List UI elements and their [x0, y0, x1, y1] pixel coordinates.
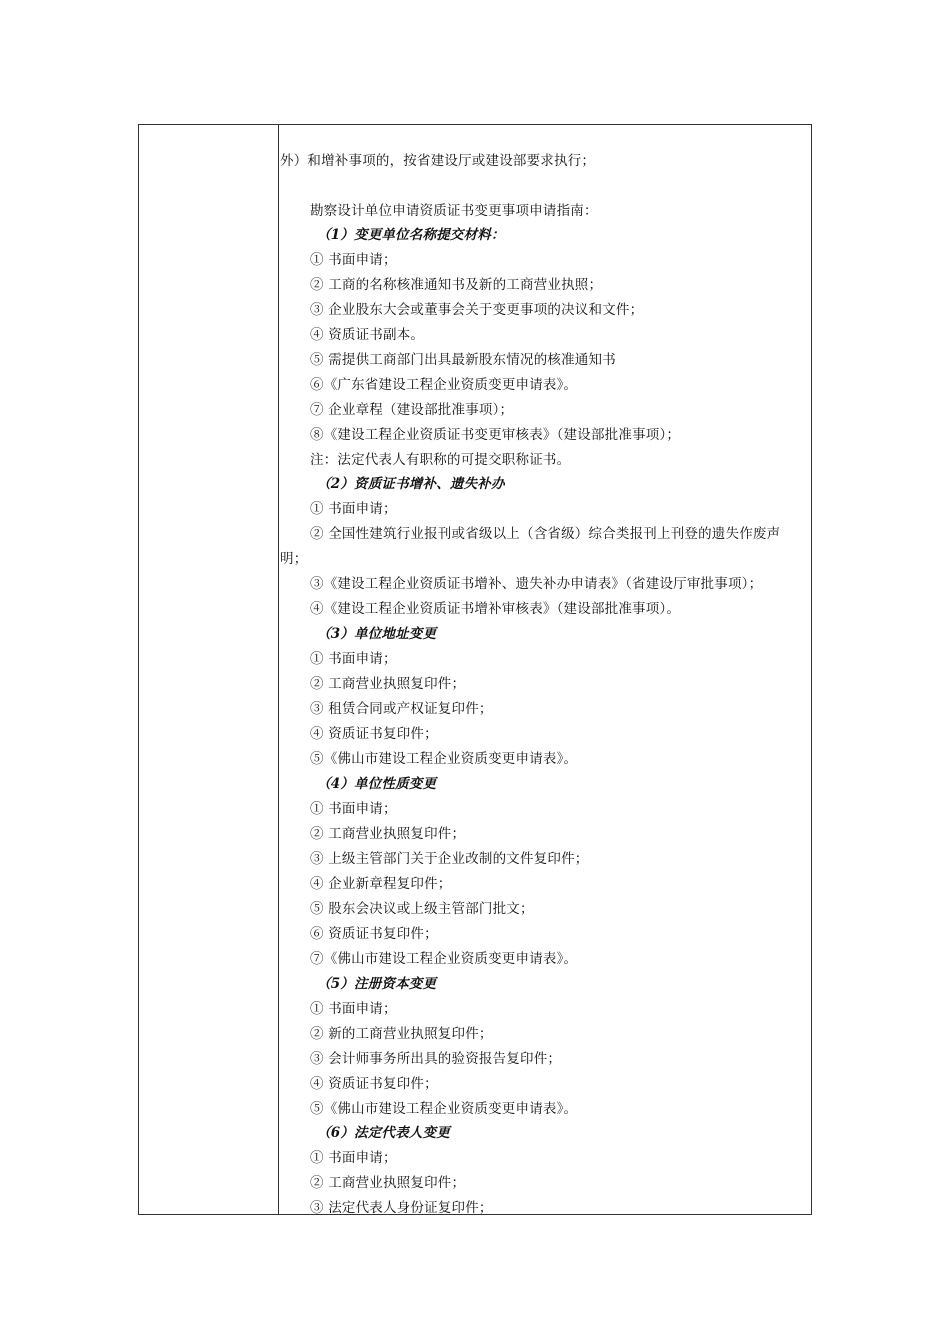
- section-heading: （6）法定代表人变更: [317, 1125, 450, 1141]
- section-heading: （3）单位地址变更: [317, 626, 437, 642]
- list-item: ③ 法定代表人身份证复印件；: [310, 1200, 493, 1216]
- list-item: ② 工商营业执照复印件；: [310, 1175, 466, 1191]
- list-item: ⑤《佛山市建设工程企业资质变更申请表》。: [310, 751, 578, 767]
- note-text: 注：法定代表人有职称的可提交职称证书。: [310, 452, 571, 468]
- list-item: ④ 资质证书复印件；: [310, 1076, 438, 1092]
- section-heading: （2）资质证书增补、遗失补办: [317, 476, 505, 492]
- list-item: ⑦ 企业章程（建设部批准事项）；: [310, 402, 514, 418]
- list-item: ① 书面申请；: [310, 252, 397, 268]
- section-heading: （4）单位性质变更: [317, 776, 437, 792]
- list-item: ⑤ 股东会决议或上级主管部门批文；: [310, 901, 534, 917]
- list-item: ⑥ 资质证书复印件；: [310, 926, 438, 942]
- list-item: ② 工商的名称核准通知书及新的工商营业执照；: [310, 277, 603, 293]
- list-item: ② 工商营业执照复印件；: [310, 676, 466, 692]
- section-heading: （1）变更单位名称提交材料：: [317, 227, 505, 243]
- list-item: ④ 资质证书复印件；: [310, 726, 438, 742]
- list-item: ③ 上级主管部门关于企业改制的文件复印件；: [310, 851, 589, 867]
- list-item: ⑦《佛山市建设工程企业资质变更申请表》。: [310, 951, 578, 967]
- list-item: ③ 会计师事务所出具的验资报告复印件；: [310, 1051, 562, 1067]
- list-item: ③ 企业股东大会或董事会关于变更事项的决议和文件；: [310, 302, 644, 318]
- list-item: ④《建设工程企业资质证书增补审核表》（建设部批准事项）。: [310, 601, 681, 617]
- list-item: ⑤《佛山市建设工程企业资质变更申请表》。: [310, 1101, 578, 1117]
- list-item-continuation: 明；: [280, 551, 308, 567]
- list-item: ① 书面申请；: [310, 1150, 397, 1166]
- list-item: ① 书面申请；: [310, 1001, 397, 1017]
- right-column-cell: [280, 125, 811, 1214]
- list-item: ② 全国性建筑行业报刊或省级以上（含省级）综合类报刊上刊登的遗失作废声: [310, 526, 781, 542]
- list-item: ⑥《广东省建设工程企业资质变更申请表》。: [310, 377, 578, 393]
- left-column-cell: [139, 125, 279, 1214]
- section-heading: （5）注册资本变更: [317, 976, 437, 992]
- guide-title: 勘察设计单位申请资质证书变更事项申请指南：: [310, 203, 598, 219]
- continuation-text: 外）和增补事项的，按省建设厅或建设部要求执行；: [280, 153, 596, 169]
- list-item: ④ 企业新章程复印件；: [310, 876, 452, 892]
- list-item: ① 书面申请；: [310, 801, 397, 817]
- list-item: ② 工商营业执照复印件；: [310, 826, 466, 842]
- list-item: ① 书面申请；: [310, 651, 397, 667]
- list-item: ② 新的工商营业执照复印件；: [310, 1026, 493, 1042]
- list-item: ③《建设工程企业资质证书增补、遗失补办申请表》（省建设厅审批事项）；: [310, 576, 763, 592]
- list-item: ⑤ 需提供工商部门出具最新股东情况的核准通知书: [310, 352, 616, 368]
- list-item: ① 书面申请；: [310, 501, 397, 517]
- requirements-table: [138, 124, 812, 1215]
- list-item: ⑧《建设工程企业资质证书变更审核表》（建设部批准事项）；: [310, 427, 681, 443]
- list-item: ③ 租赁合同或产权证复印件；: [310, 701, 493, 717]
- list-item: ④ 资质证书副本。: [310, 327, 425, 343]
